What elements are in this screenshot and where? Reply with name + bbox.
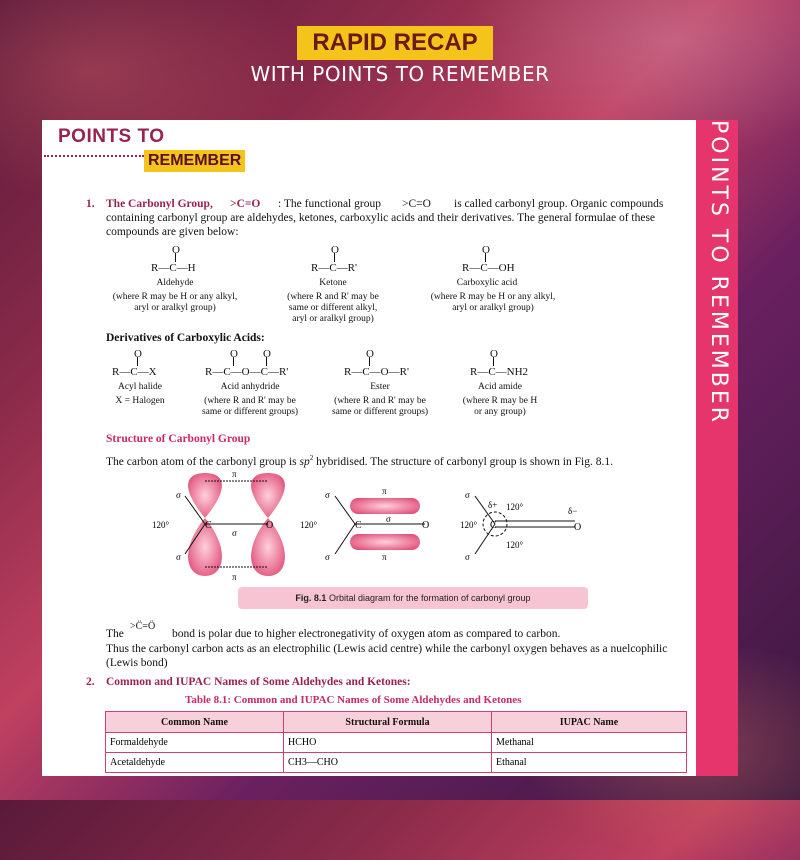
o-label: O [266, 520, 274, 531]
double-bond [369, 357, 370, 366]
table-header: IUPAC Name [492, 712, 687, 733]
ketone-note-3: aryl or aralkyl group) [292, 314, 374, 324]
ketone-note-1: (where R and R' may be [287, 292, 379, 302]
pi-label: π [382, 486, 387, 496]
ester-formula: R—C—O—R' [344, 366, 409, 378]
sigma-label: σ [325, 490, 330, 500]
polar-carbonyl-diagram [460, 490, 581, 562]
angle-label: 120° [300, 520, 318, 530]
pi-label: π [382, 552, 387, 562]
acyl-halide-formula: R—C—X [112, 366, 157, 378]
double-bond [137, 357, 138, 366]
amide-note-2: or any group) [474, 407, 526, 417]
c-label: C [205, 520, 212, 531]
double-bond [175, 253, 176, 262]
double-bond [334, 253, 335, 262]
table-cell: Acetaldehyde [106, 753, 284, 773]
item1-number: 1. [86, 198, 95, 210]
angle-label: 120° [506, 502, 524, 512]
polar-the: The [106, 628, 124, 640]
sigma-label: σ [176, 490, 181, 500]
sigma-label: σ [465, 490, 470, 500]
delta-plus-label: δ+ [488, 500, 498, 510]
c-label: C [490, 520, 497, 531]
aldehyde-formula: R—C—H [151, 262, 196, 274]
c-label: C [355, 520, 362, 531]
item2-heading: Common and IUPAC Names of Some Aldehydes and Ketones: [106, 676, 411, 688]
amide-note-1: (where R may be H [462, 396, 538, 406]
o-label: O [422, 520, 430, 531]
item1-line2: containing carbonyl group are aldehydes, ketones, carboxylic acids and their derivatives. The general formulae of these [106, 212, 656, 224]
table-cell: Ethanal [492, 753, 687, 773]
acyl-halide-note: X = Halogen [115, 396, 165, 406]
item1-heading: The Carbonyl Group, [106, 198, 213, 210]
polar-line3: (Lewis bond) [106, 657, 168, 669]
p-orbital-lobe [188, 473, 222, 518]
ketone-formula: R—C—R' [311, 262, 357, 274]
item1-line1-symbol: >C=O [402, 198, 431, 210]
pi-label: π [232, 469, 237, 479]
carbonyl-oxygen: O [490, 348, 498, 360]
double-bond [493, 357, 494, 366]
structure-heading: Structure of Carbonyl Group [106, 433, 251, 445]
orbital-diagram [150, 468, 610, 584]
ketone-name: Ketone [319, 278, 347, 288]
carbonyl-oxygen: O [263, 348, 271, 360]
polar-line1: bond is polar due to higher electronegativity of oxygen atom as compared to carbon. [172, 628, 561, 640]
angle-label: 120° [506, 540, 524, 550]
aldehyde-note-1: (where R may be H or any alkyl, [112, 292, 238, 302]
names-table [105, 711, 687, 773]
ester-note-2: same or different groups) [331, 407, 429, 417]
carbonyl-oxygen: O [331, 244, 339, 256]
double-bond [485, 253, 486, 262]
item1-heading-symbol: >C=O [230, 198, 261, 210]
acid-formula: R—C—OH [462, 262, 515, 274]
banner-title: RAPID RECAP [297, 26, 493, 60]
carbonyl-oxygen: O [482, 244, 490, 256]
table-header: Common Name [106, 712, 284, 733]
sigma-label: σ [232, 528, 237, 538]
amide-formula: R—C—NH2 [470, 366, 529, 378]
acid-note-2: aryl or aralkyl group) [452, 303, 534, 313]
section-title: POINTS TO [58, 126, 165, 147]
ester-name: Ester [370, 382, 390, 392]
double-bond [233, 357, 234, 366]
acid-note-1: (where R may be H or any alkyl, [430, 292, 556, 302]
carbonyl-oxygen: O [230, 348, 238, 360]
angle-label: 120° [460, 520, 478, 530]
item1-line1-pre: : The functional group [278, 198, 381, 210]
item1-line3: compounds are given below: [106, 226, 239, 238]
o-label: O [574, 522, 582, 533]
item1-line1-post: is called carbonyl group. Organic compounds [454, 198, 664, 210]
p-orbital-lobe [251, 473, 285, 518]
table-cell: HCHO [284, 733, 492, 753]
polar-bond-symbol: >C̈=Ö [130, 621, 156, 632]
polar-line2: Thus the carbonyl carbon acts as an electrophilic (Lewis acid centre) while the carbonyl oxygen behaves as a nuelcophilic [106, 643, 668, 655]
anhydride-name: Acid anhydride [220, 382, 280, 392]
anhydride-note-2: same or different groups) [201, 407, 299, 417]
item2-number: 2. [86, 676, 95, 688]
pi-bond-cloud [350, 534, 420, 550]
sigma-label: σ [176, 552, 181, 562]
structure-text: The carbon atom of the carbonyl group is $sp^2$ hybridised. The structure of carbonyl group is shown in Fig. 8.1. [106, 454, 613, 468]
carbonyl-oxygen: O [172, 244, 180, 256]
aldehyde-name: Aldehyde [156, 278, 194, 288]
aldehyde-note-2: aryl or aralkyl group) [134, 303, 216, 313]
carbonyl-oxygen: O [134, 348, 142, 360]
figure-caption: Fig. 8.1 Orbital diagram for the formation of carbonyl group [238, 587, 588, 609]
sigma-label: σ [465, 552, 470, 562]
table-row [106, 753, 687, 773]
ester-note-1: (where R and R' may be [334, 396, 426, 406]
sigma-label: σ [325, 552, 330, 562]
angle-label: 120° [152, 520, 170, 530]
acyl-halide-name: Acyl halide [117, 382, 163, 392]
delta-minus-label: δ− [568, 506, 578, 516]
table-cell: Formaldehyde [106, 733, 284, 753]
acid-name: Carboxylic acid [456, 278, 518, 288]
sigma-pi-diagram-1 [152, 469, 285, 582]
table-header: Structural Formula [284, 712, 492, 733]
sigma-pi-diagram-2 [300, 486, 429, 562]
section-highlight: REMEMBER [144, 150, 245, 172]
banner-subtitle: WITH POINTS TO REMEMBER [250, 62, 550, 86]
table-header-row [106, 712, 687, 733]
section-divider [44, 155, 144, 157]
sigma-label: σ [386, 514, 391, 524]
table-cell: CH3—CHO [284, 753, 492, 773]
double-bond [266, 357, 267, 366]
carbonyl-oxygen: O [366, 348, 374, 360]
table-row [106, 733, 687, 753]
table-title: Table 8.1: Common and IUPAC Names of Some Aldehydes and Ketones [185, 694, 522, 706]
pi-bond-cloud [350, 498, 420, 514]
amide-name: Acid amide [477, 382, 523, 392]
ketone-note-2: same or different alkyl, [288, 303, 378, 313]
derivatives-heading: Derivatives of Carboxylic Acids: [106, 332, 265, 344]
anhydride-note-1: (where R and R' may be [204, 396, 296, 406]
pi-label: π [232, 572, 237, 582]
table-cell: Methanal [492, 733, 687, 753]
anhydride-formula: R—C—O—C—R' [205, 366, 289, 378]
